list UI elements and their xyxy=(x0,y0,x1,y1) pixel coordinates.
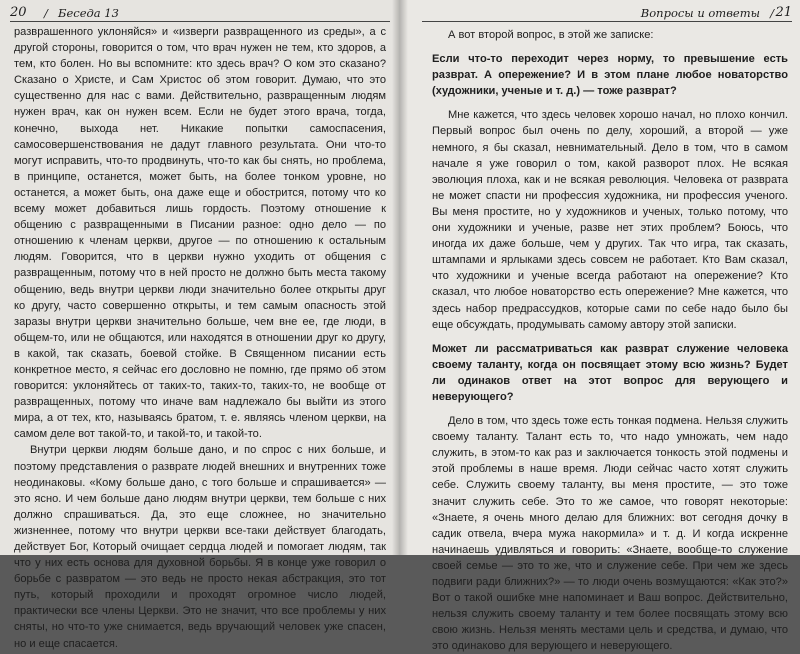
left-running-header xyxy=(10,4,390,22)
left-page-title: Беседа 13 xyxy=(58,6,119,20)
header-divider: / xyxy=(770,6,774,20)
header-rule xyxy=(10,21,390,22)
answer-1: Мне кажется, что здесь человек хорошо начал, но плохо кончил. Первый вопрос был очень по делу, хороший, а второй — уже немного, я бы сказал, невнимательный. Дело в том, что в самом начале я уже говорил о том, какой разворот плох. Не всякая эволюция плоха, как и не всякая революция. Человека от разврата не может спасти ни профессия художника, ни профессия ученого. Вы меня простите, но у художников и ученых, только потому, что они художники и ученые, разве нет этих проблем? Боюсь, что иногда их даже больше, чем у других. Так что игра, так сказать, штампами и ярлыками здесь совсем не работает. Кто Вам сказал, что художники и ученые всегда работают на опережение? Кто сказал, что любое новаторство есть опережение? Мне кажется, что здесь набор предрассудков, которые сами по себе надо было бы еще обсуждать, продумывать самому автору этой записки. xyxy=(432,109,788,331)
answer-2: Дело в том, что здесь тоже есть тонкая подмена. Нельзя служить своему таланту. Талант есть то, что надо умножать, чем надо служить, в этом-то как раз и заключается тонкость этой подмены и этой проблемы в наше время. Люди сейчас часто хотят служить себе. Служить своему таланту, вы меня простите, — это тоже значит служить себе. Это то же самое, что говорят некоторые: «Знаете, я очень много делаю для ближних: вот сегодня дочку в садик отвела, вчера мужа накормила» и т. д. И когда искренне начинаешь удивляться и говорить: «Знаете, вообще-то служение своей семье — это то же, что и служение себе. При чем же здесь подвиги ради ближних?» — то люди очень возмущаются: «Как это?» Вот о такой ошибке мне напоминает и Ваш вопрос. Действительно, нельзя служить своему таланту и тем более посвящать этому всю свою жизнь. Нельзя менять местами цель и средства, и думаю, что это одинаково для верующего и неверующего. xyxy=(432,415,788,653)
right-running-header xyxy=(422,4,792,22)
right-body-text xyxy=(432,27,788,654)
question-1: Если что-то переходит через норму, то превышение есть разврат. А опережение? И в этом плане любое новаторство (художники, ученые и т. д.) — тоже разврат? xyxy=(432,53,788,98)
right-page-title: Вопросы и ответы xyxy=(640,6,760,20)
intro-paragraph: А вот второй вопрос, в этой же записке: xyxy=(448,29,654,41)
left-body-text xyxy=(14,24,386,652)
right-page xyxy=(400,0,800,653)
left-page xyxy=(0,0,400,650)
paragraph: разврашенного уклоняйся» и «изверги развращенного из среды», а с другой стороны, говорится о том, что врач нужен не тем, кто здоров, а тем, кто болен. Но вы вспомните: кто здесь врач? О ком это сказано? Сказано о Христе, и Сам Христос об этом говорит. Думаю, что это существенно для нас с вами. Действительно, развращенным людям нужен врач, как он нужен всем. Если не будет этого врача, тогда, конечно, выхода нет. Никакие попытки самоспасения, самосовершенствования не дадут главного результата. Они что-то могут исправить, что-то продвинуть, что-то как бы снять, но проблема, в принципе, останется, может быть, на более тонком уровне, но останется, а может быть, она даже еще и обострится, потому что ко всему может добавиться лишь гордость. Поэтому отношение к общению с развращенными в Писании разное: одно дело — по отношению к членам церкви, другое — по отношению к остальным людям. Говорится, что в церкви нужно уходить от общения с развращенным, потому что в ней просто не должно быть места такому общению, ведь внутри церкви люди значительно более открыты друг ко другу, часто совершенно открыты, и тем самым опасность этой заразы внутри церкви значительно больше, чем вне ее, где люди, в общем-то, или не общаются, или находятся в отношении друг ко другу, в какой, так сказать, боевой стойке. В Священном писании есть конкретное место, я сейчас его дословно не помню, где прямо об этом говорится: уклоняйтесь от таких-то, таких-то, таких-то, не вообще от развращенных, потому что иначе вам надлежало бы выйти из этого мира, а от тех, кто, называясь братом, т. е. являясь членом церкви, на самом деле вот такой-то, и такой-то, и такой-то. xyxy=(14,26,386,441)
book-gutter xyxy=(392,0,408,555)
right-page-number: 21 xyxy=(775,5,792,20)
question-2: Может ли рассматриваться как разврат служение человека своему таланту, когда он посвящает этому всю жизнь? Будет ли одинаков ответ на этот вопрос для верующего и неверующего? xyxy=(432,342,788,403)
paragraph: Внутри церкви людям больше дано, и по спрос с них больше, и поэтому представления о разврате людей внешних и внутренних тоже неодинаковы. «Кому больше дано, с того больше и спрашивается» — это ясно. И чем больше дано людям внутри церкви, тем больше с них должно спрашиваться. Да, это еще сложнее, но значительно жизненнее, потому что внутри церкви все-таки действует благодать, действует Бог, Который очищает сердца людей и помогает людям, так что у них есть основа для духовной борьбы. Я в конце уже говорил о борьбе с развратом — это ведь не просто некая абстракция, это тот путь, который проходили и проходят огромное число людей, практически все члены Церкви. Это не значит, что все проблемы у них сняты, но что-то уже снимается, ведь вручающий человек уже спасен, но и еще спасается. xyxy=(14,444,386,650)
header-rule xyxy=(422,21,792,22)
header-divider: / xyxy=(44,6,48,20)
left-page-number: 20 xyxy=(10,5,27,20)
